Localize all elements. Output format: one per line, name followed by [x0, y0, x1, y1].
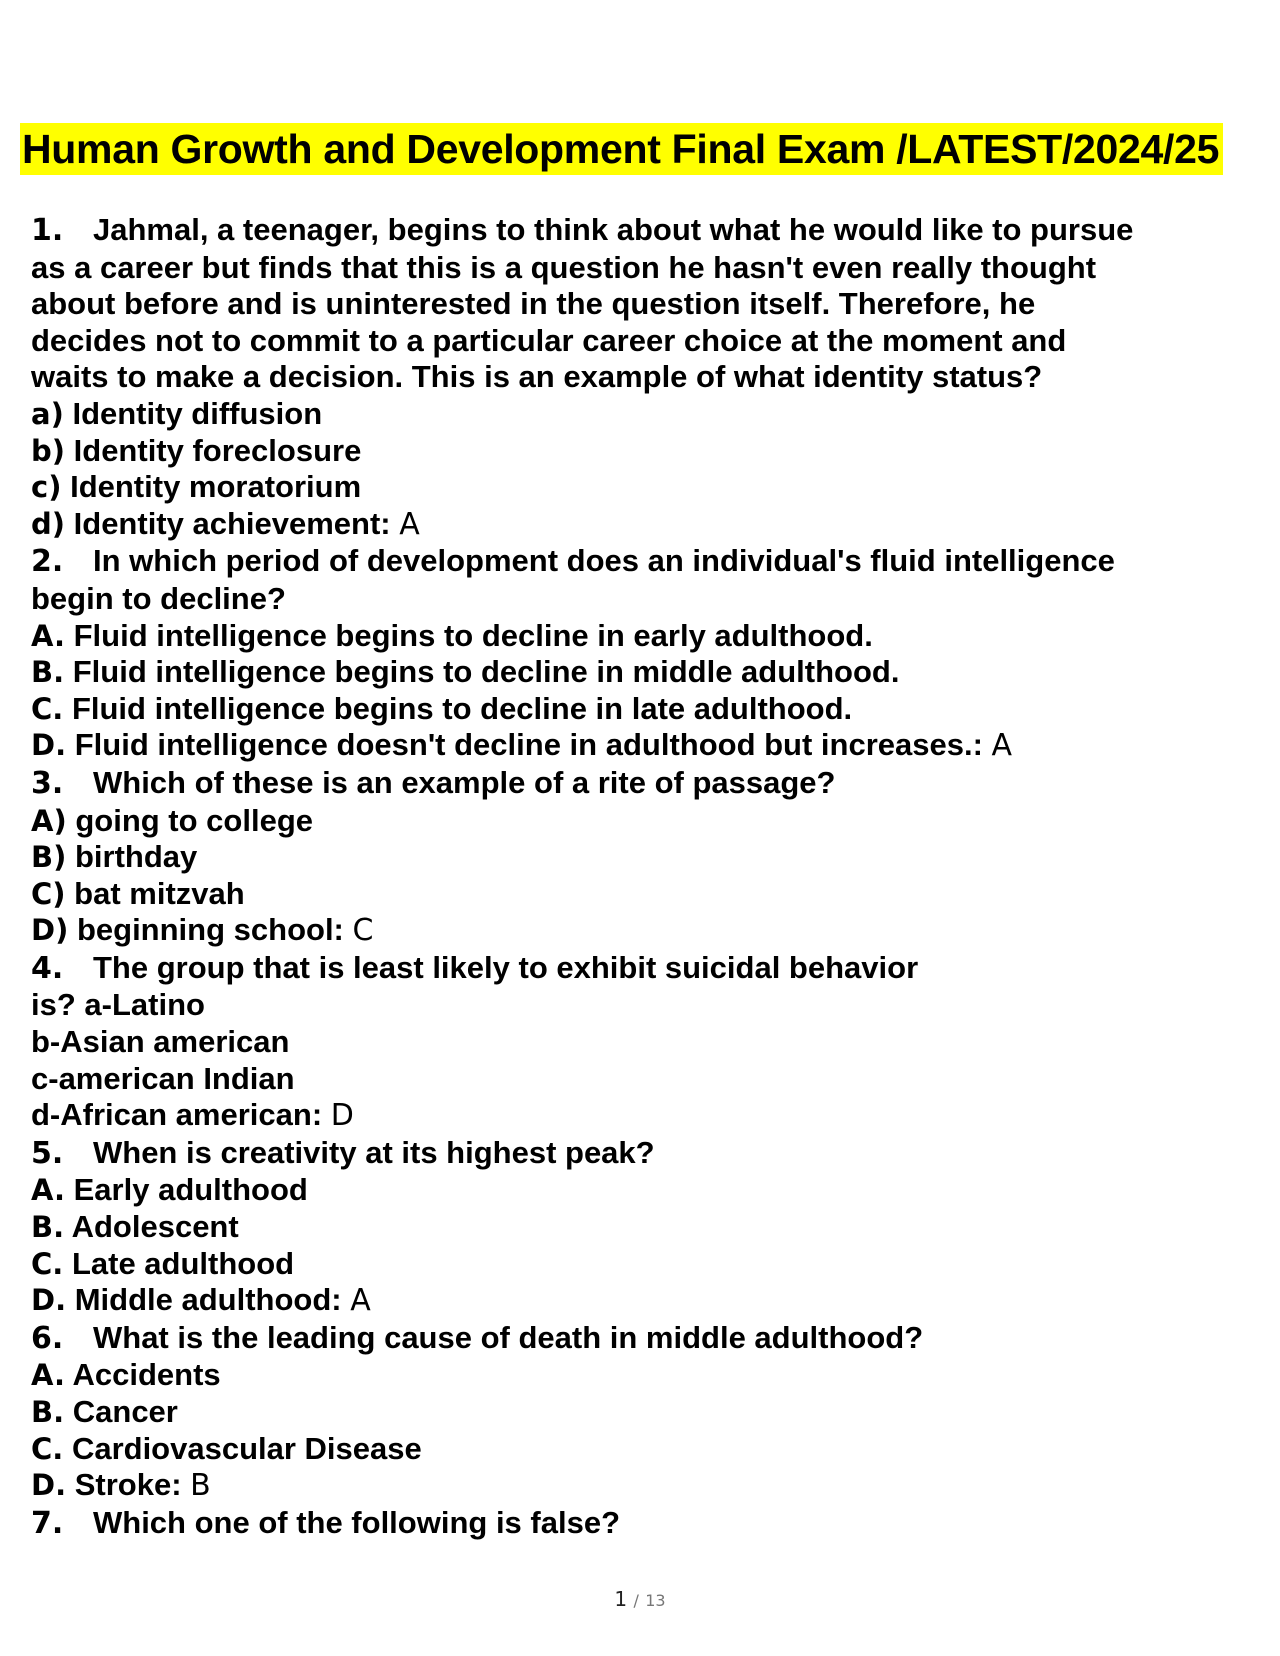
answer-option [31, 1282, 1251, 1320]
answer-option [31, 1467, 1251, 1505]
question-block [31, 765, 1251, 950]
option-text: b-Asian american [31, 1024, 290, 1060]
option-label: b) [31, 433, 66, 468]
option-text: Identity achievement: [73, 505, 391, 541]
question-text: Jahmal, a teenager, begins to think about what he would like to pursue [93, 212, 1134, 247]
option-text: Late adulthood [71, 1245, 295, 1281]
question-text: Which of these is an example of a rite of passage? [93, 764, 836, 800]
current-page: 1 [614, 1587, 628, 1611]
question-text: What is the leading cause of death in middle adulthood? [93, 1319, 924, 1355]
question-stem-first-line [31, 212, 1251, 250]
question-stem-line [31, 359, 1251, 396]
answer-option [31, 469, 1251, 506]
question-block [31, 1320, 1251, 1505]
option-text: c-american Indian [31, 1060, 295, 1096]
option-label: A) [31, 803, 67, 838]
correct-answer: A [350, 1283, 371, 1319]
answer-option [31, 1061, 1251, 1098]
option-label: A. [31, 1358, 65, 1393]
option-text: Adolescent [71, 1209, 239, 1245]
question-stem-first-line [31, 765, 1251, 803]
question-stem-line [31, 250, 1251, 287]
option-text: Identity foreclosure [73, 432, 362, 468]
option-text: Cardiovascular Disease [71, 1430, 422, 1466]
question-stem-first-line [31, 1135, 1251, 1173]
option-text: Early adulthood [73, 1172, 308, 1208]
option-text: Stroke: [74, 1467, 182, 1503]
page-indicator [0, 1587, 1280, 1611]
option-label: a) [31, 396, 64, 431]
option-text: bat mitzvah [74, 875, 245, 911]
answer-option [31, 691, 1251, 728]
answer-option [31, 727, 1251, 765]
question-text: about before and is uninterested in the question itself. Therefore, he [31, 286, 1036, 322]
answer-option [31, 1172, 1251, 1209]
option-text: Middle adulthood: [74, 1282, 342, 1318]
option-text: is? a-Latino [31, 987, 205, 1023]
question-stem-line [31, 323, 1251, 360]
question-list [31, 212, 1251, 1542]
question-block [31, 543, 1251, 765]
answer-option [31, 1394, 1251, 1431]
option-label: B. [31, 655, 65, 690]
answer-option [31, 876, 1251, 913]
answer-option [31, 839, 1251, 876]
total-pages: 13 [645, 1591, 666, 1610]
question-number: 3. [31, 765, 64, 801]
option-text: d-African american: [31, 1097, 323, 1133]
question-block [31, 1135, 1251, 1320]
option-label: C) [31, 876, 66, 911]
question-text: decides not to commit to a particular career choice at the moment and [31, 322, 1067, 358]
answer-option [31, 912, 1251, 950]
question-text: In which period of development does an individual's fluid intelligence [93, 543, 1115, 579]
option-text: Cancer [72, 1394, 178, 1429]
question-block [31, 950, 1251, 1135]
title-block [20, 123, 1260, 175]
question-number: 4. [31, 950, 64, 986]
answer-option [31, 618, 1251, 655]
option-text: Fluid intelligence doesn't decline in adulthood but increases.: [74, 727, 983, 763]
option-label: d) [31, 506, 66, 541]
option-text: Fluid intelligence begins to decline in middle adulthood. [72, 654, 900, 690]
question-block [31, 212, 1251, 543]
option-text: Fluid intelligence begins to decline in late adulthood. [71, 690, 853, 726]
question-text: When is creativity at its highest peak? [93, 1134, 655, 1170]
option-label: D. [31, 1468, 67, 1503]
correct-answer: D [330, 1098, 354, 1134]
answer-option [31, 1024, 1251, 1061]
correct-answer: A [399, 506, 420, 542]
question-text: begin to decline? [31, 580, 286, 616]
question-stem-line [31, 581, 1251, 618]
question-number: 1. [31, 213, 64, 248]
page-separator: / [633, 1591, 639, 1610]
option-text: Identity diffusion [72, 395, 323, 431]
question-stem-first-line [31, 1320, 1251, 1358]
question-stem-line [31, 286, 1251, 323]
option-text: going to college [75, 802, 313, 838]
question-stem-first-line [31, 1505, 1251, 1543]
option-text: beginning school: [76, 912, 344, 948]
question-text: as a career but finds that this is a question he hasn't even really thought [31, 249, 1097, 285]
option-text: birthday [74, 839, 198, 875]
question-text: waits to make a decision. This is an example of what identity status? [31, 359, 1043, 395]
correct-answer: A [991, 728, 1013, 764]
option-label: B. [31, 1395, 65, 1429]
question-number: 7. [31, 1505, 64, 1541]
option-text: Identity moratorium [70, 469, 362, 505]
option-label: A. [31, 1173, 65, 1208]
answer-option [31, 1209, 1251, 1246]
answer-option [31, 1357, 1251, 1394]
answer-option [31, 803, 1251, 840]
option-label: D. [31, 728, 67, 763]
option-text: Accidents [72, 1357, 221, 1393]
option-label: B. [31, 1210, 65, 1245]
option-label: D. [31, 1283, 67, 1318]
option-label: B) [31, 840, 67, 875]
option-label: D) [31, 913, 69, 948]
answer-option [31, 1246, 1251, 1283]
answer-option [31, 1097, 1251, 1135]
document-title: Human Growth and Development Final Exam /LATEST/2024/25 [20, 123, 1223, 175]
option-label: C. [31, 691, 64, 726]
question-stem-first-line [31, 543, 1251, 581]
correct-answer: C [352, 913, 374, 949]
answer-option [31, 396, 1251, 433]
answer-option [31, 433, 1251, 470]
question-number: 5. [31, 1135, 64, 1171]
answer-option [31, 506, 1251, 544]
option-label: A. [31, 618, 65, 653]
question-block [31, 1505, 1251, 1543]
question-number: 6. [31, 1320, 64, 1356]
question-stem-first-line [31, 950, 1251, 988]
question-text: The group that is least likely to exhibit suicidal behavior [93, 949, 919, 985]
answer-option [31, 1431, 1251, 1468]
option-label: C. [31, 1431, 64, 1466]
question-number: 2. [31, 544, 64, 580]
option-label: c) [31, 470, 62, 505]
option-text: Fluid intelligence begins to decline in early adulthood. [73, 617, 873, 653]
answer-option [31, 987, 1251, 1024]
question-text: Which one of the following is false? [93, 1504, 620, 1540]
option-label: C. [31, 1246, 64, 1281]
answer-option [31, 654, 1251, 691]
correct-answer: B [190, 1468, 211, 1504]
